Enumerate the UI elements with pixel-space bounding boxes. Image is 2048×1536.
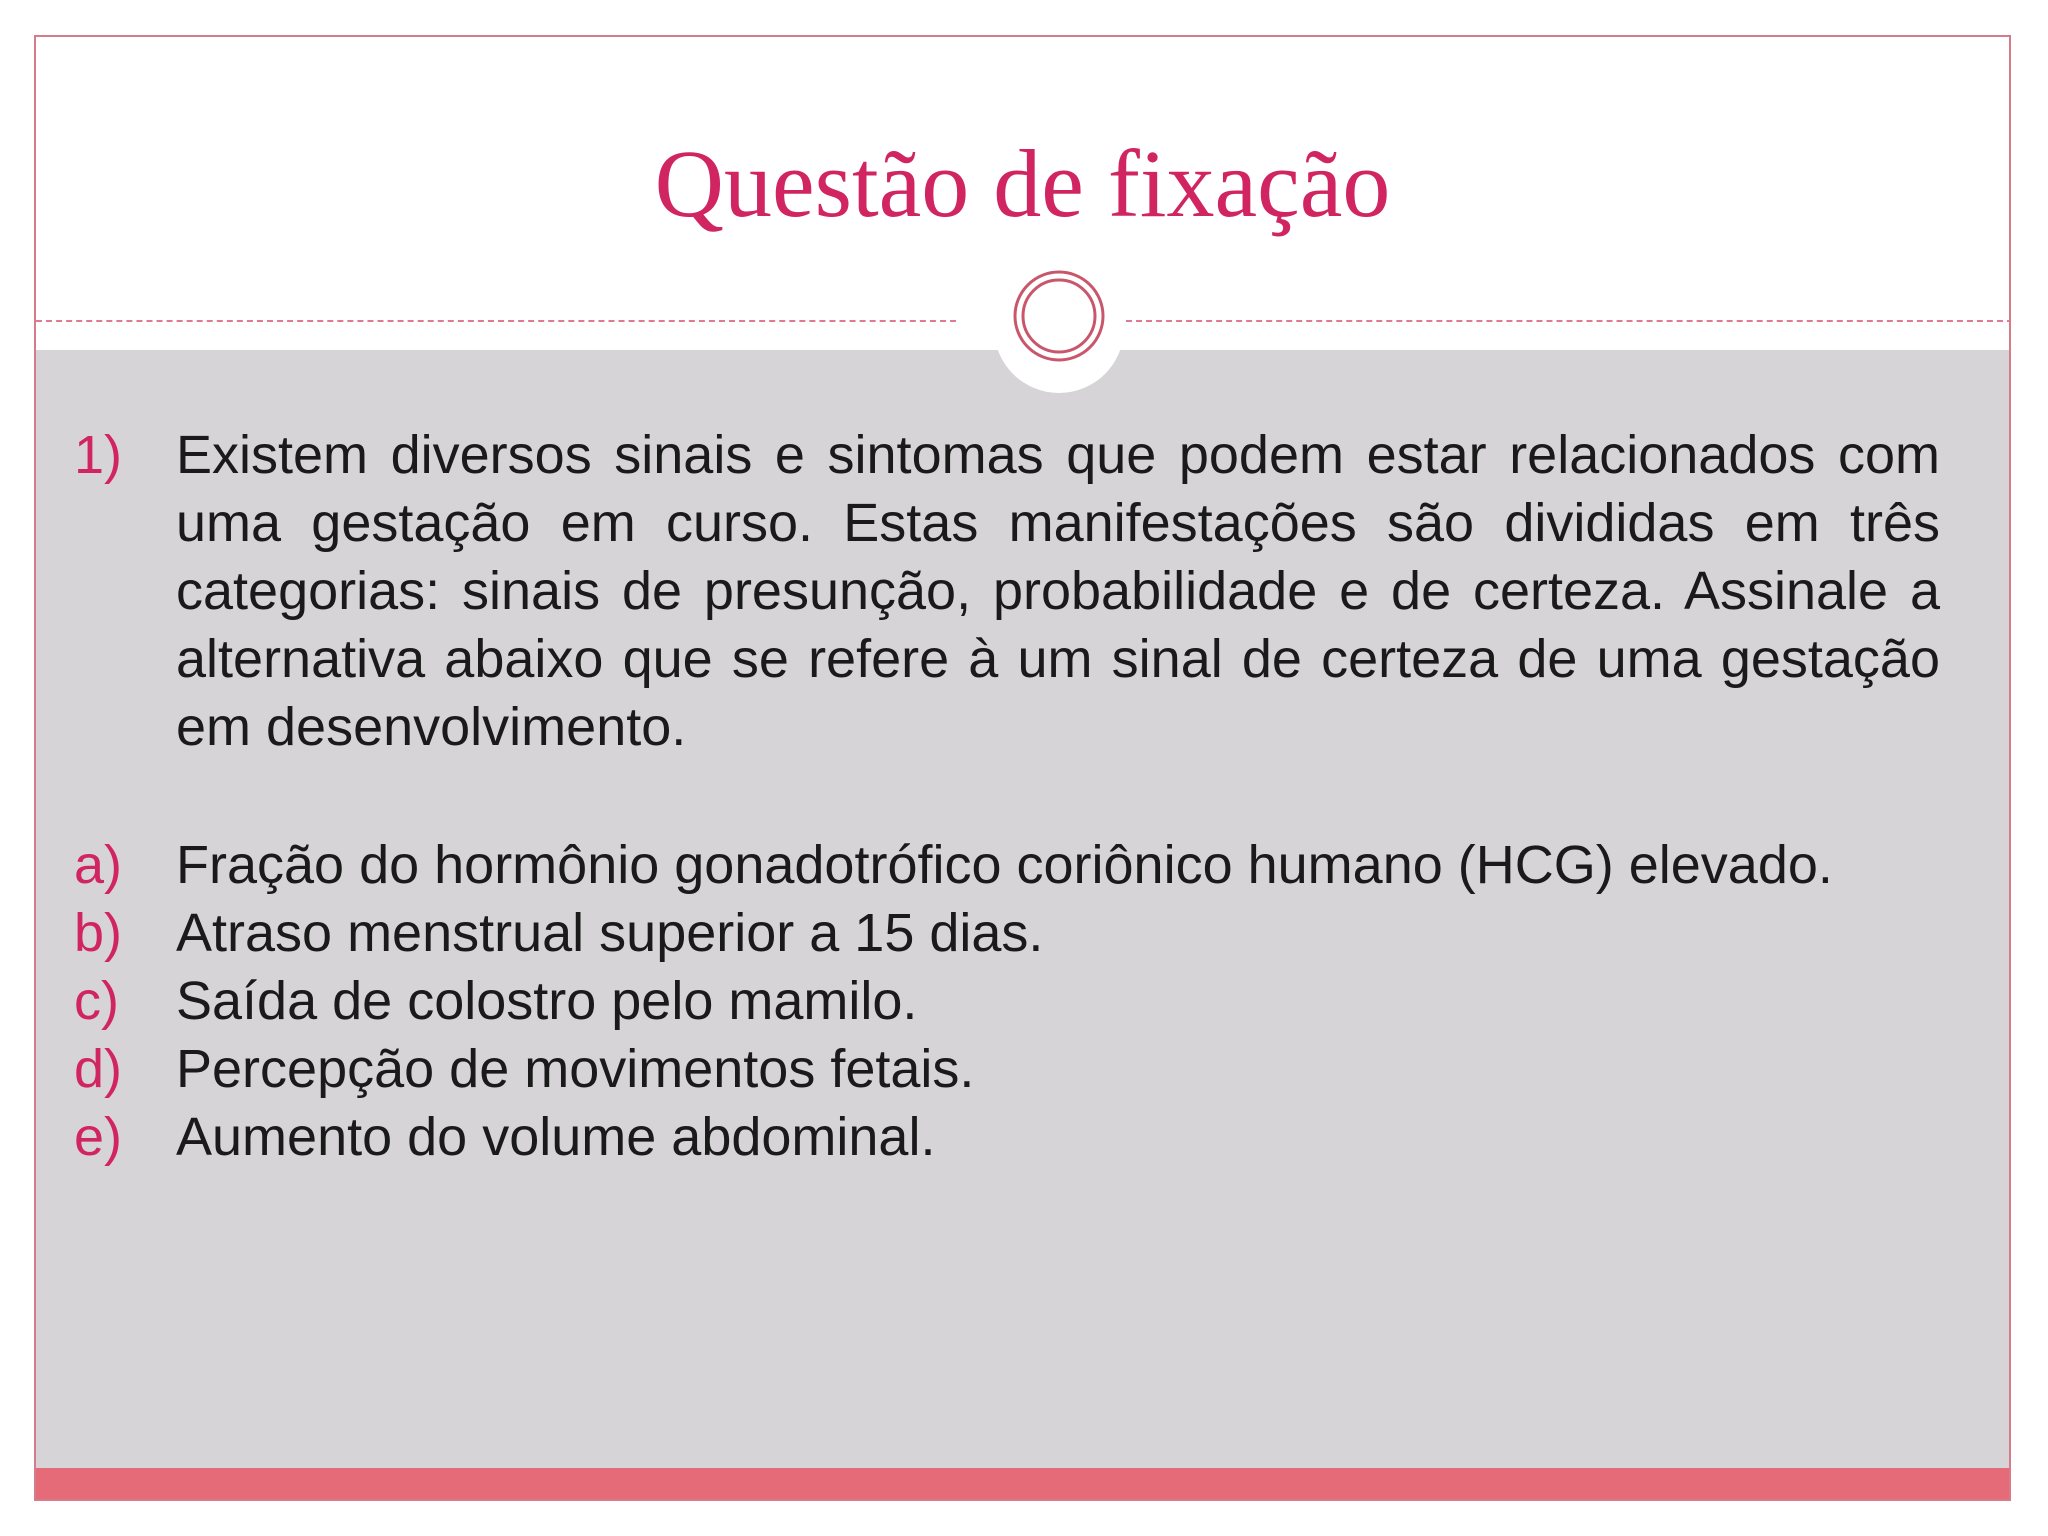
option-item-c	[74, 967, 1940, 1035]
option-marker: a)	[74, 835, 123, 895]
question-block	[74, 421, 1940, 761]
option-marker: d)	[74, 1039, 123, 1099]
slide-frame	[34, 35, 2011, 1501]
option-marker: b)	[74, 903, 123, 963]
double-circle-icon	[1011, 268, 1107, 364]
question-text: Existem diversos sinais e sintomas que podem estar relacionados com uma gestação em curso. Estas manifestações são divididas em três categorias: sinais de presunção, probabilidade e de certeza. Assinale a alternativa abaixo que se refere à um sinal de certeza de uma gestação em desenvolvimento.	[176, 425, 1940, 757]
footer-bar	[36, 1468, 2009, 1501]
option-text: Fração do hormônio gonadotrófico coriônico humano (HCG) elevado.	[176, 835, 1833, 895]
option-text: Percepção de movimentos fetais.	[176, 1039, 975, 1099]
slide-title: Questão de fixação	[654, 130, 1391, 237]
question-item	[74, 421, 1940, 761]
option-marker: e)	[74, 1107, 123, 1167]
option-text: Aumento do volume abdominal.	[176, 1107, 936, 1167]
option-item-a	[74, 831, 1940, 899]
option-text: Saída de colostro pelo mamilo.	[176, 971, 918, 1031]
options-list	[74, 831, 1940, 1171]
title-divider-left	[36, 320, 956, 322]
option-item-d	[74, 1035, 1940, 1103]
option-item-e	[74, 1103, 1940, 1171]
option-item-b	[74, 899, 1940, 967]
question-number: 1)	[74, 425, 123, 485]
title-divider-right	[1126, 320, 2011, 322]
option-text: Atraso menstrual superior a 15 dias.	[176, 903, 1044, 963]
option-marker: c)	[74, 971, 119, 1031]
